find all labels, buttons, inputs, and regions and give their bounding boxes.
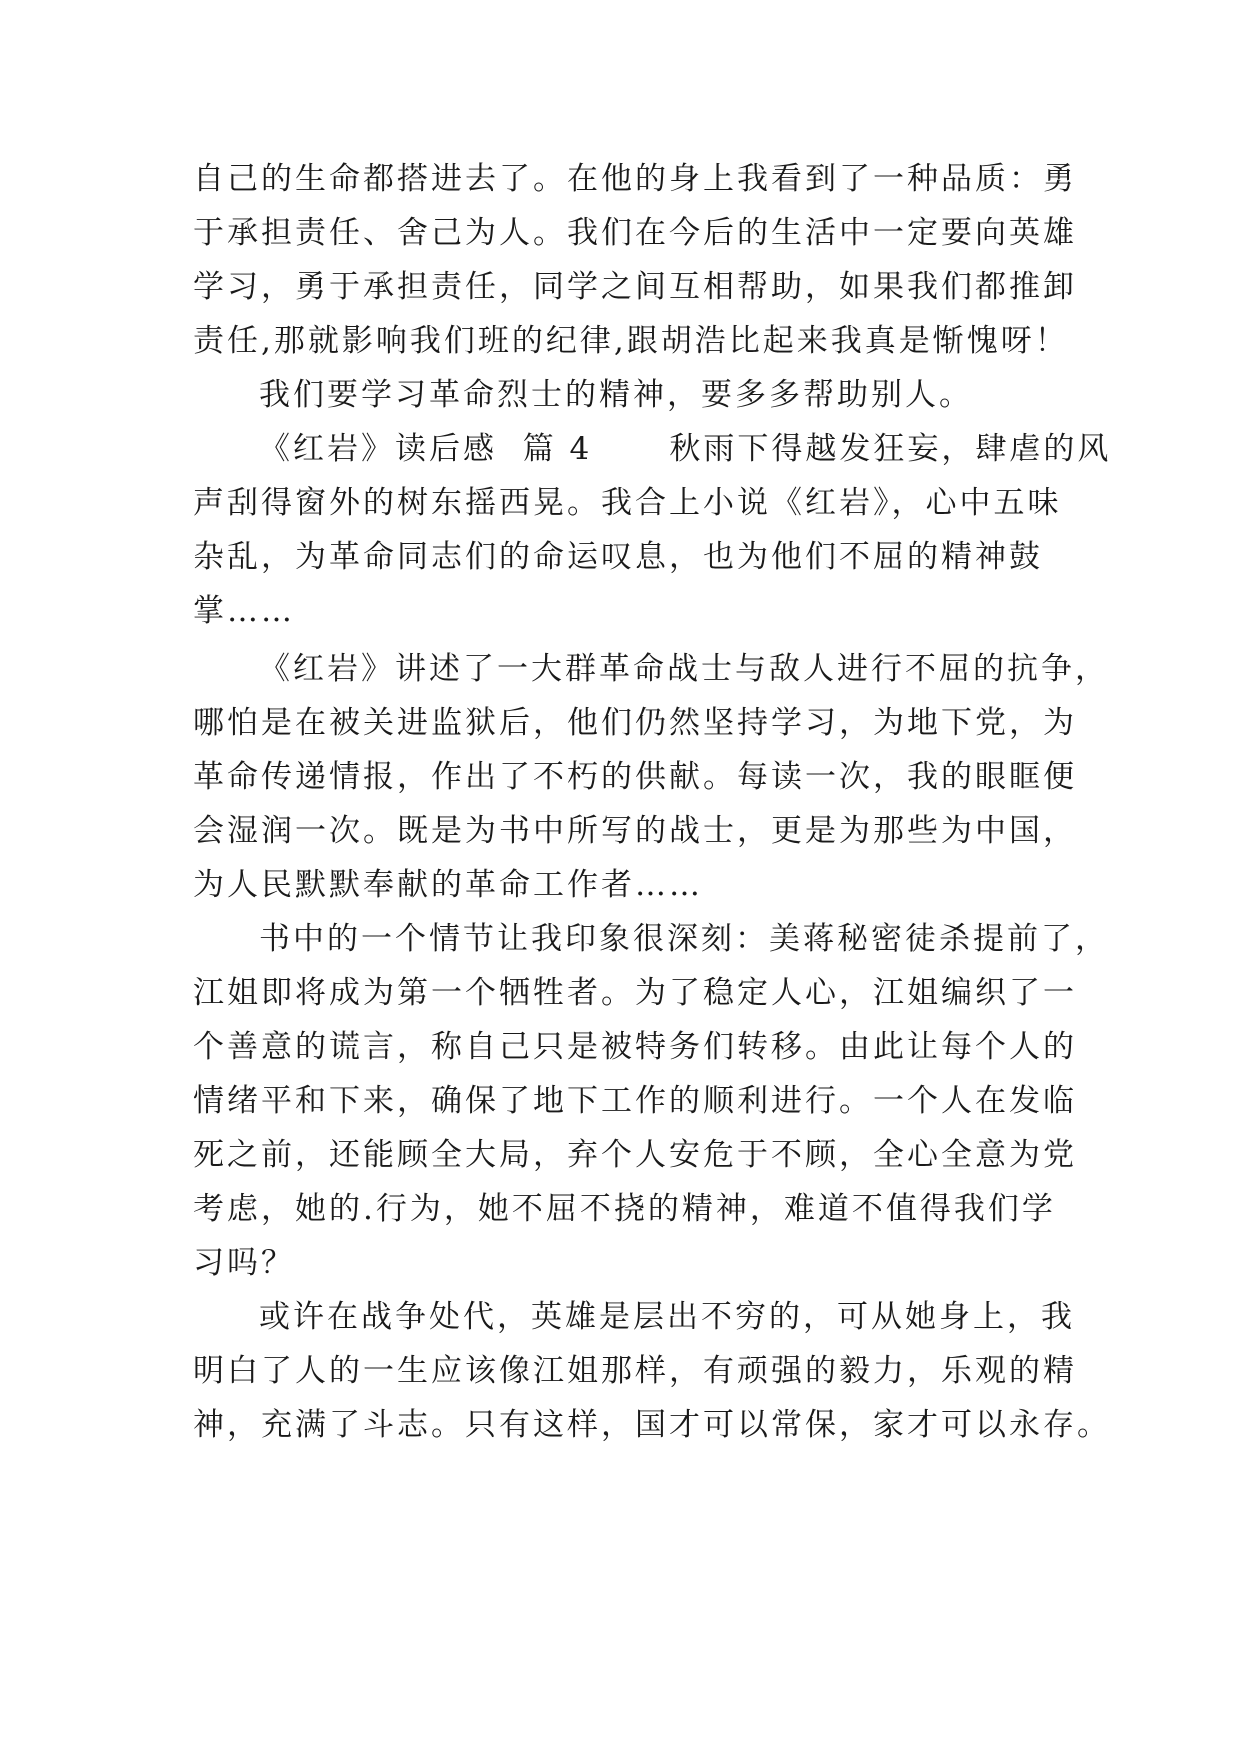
text-line: 哪怕是在被关进监狱后，他们仍然坚持学习，为地下党，为 — [193, 705, 1077, 741]
text-line: 会湿润一次。既是为书中所写的战士，更是为那些为中国， — [193, 813, 1077, 849]
text-line: 明白了人的一生应该像江姐那样，有顽强的毅力，乐观的精 — [193, 1353, 1077, 1389]
text-line: 书中的一个情节让我印象很深刻：美蒋秘密徒杀提前了， — [259, 921, 1109, 957]
text-line: 江姐即将成为第一个牺牲者。为了稳定人心，江姐编织了一 — [193, 975, 1077, 1011]
text-line: 习吗？ — [193, 1245, 295, 1281]
text-line: 学习，勇于承担责任，同学之间互相帮助，如果我们都推卸 — [193, 269, 1077, 305]
text-line: 掌…… — [193, 593, 295, 629]
text-line: 自己的生命都搭进去了。在他的身上我看到了一种品质：勇 — [193, 161, 1077, 197]
text-line: 杂乱，为革命同志们的命运叹息，也为他们不屈的精神鼓 — [193, 539, 1043, 575]
text-line: 死之前，还能顾全大局，弃个人安危于不顾，全心全意为党 — [193, 1137, 1077, 1173]
text-line: 或许在战争处代，英雄是层出不穷的，可从她身上，我 — [259, 1299, 1075, 1335]
text-line: 革命传递情报，作出了不朽的供献。每读一次，我的眼眶便 — [193, 759, 1077, 795]
text-line: 为人民默默奉献的革命工作者…… — [193, 867, 703, 903]
text-line: 神，充满了斗志。只有这样，国才可以常保，家才可以永存。 — [193, 1407, 1111, 1443]
text-line: 情绪平和下来，确保了地下工作的顺利进行。一个人在发临 — [193, 1083, 1077, 1119]
text-line: 考虑，她的.行为，她不屈不挠的精神，难道不值得我们学 — [193, 1191, 1056, 1227]
text-line: 声刮得窗外的树东摇西晃。我合上小说《红岩》，心中五味 — [193, 485, 1062, 521]
essay-body — [193, 152, 1112, 1452]
text-line: 我们要学习革命烈士的精神，要多多帮助别人。 — [259, 377, 973, 413]
text-line: 个善意的谎言，称自己只是被特务们转移。由此让每个人的 — [193, 1029, 1077, 1065]
text-line: 《红岩》讲述了一大群革命战士与敌人进行不屈的抗争， — [259, 651, 1109, 687]
text-line: 于承担责任、舍己为人。我们在今后的生活中一定要向英雄 — [193, 215, 1077, 251]
section-heading-line: 《红岩》读后感 篇 4 秋雨下得越发狂妄，肆虐的风 — [259, 431, 1112, 467]
text-line: 责任,那就影响我们班的纪律,跟胡浩比起来我真是惭愧呀！ — [193, 323, 1069, 359]
